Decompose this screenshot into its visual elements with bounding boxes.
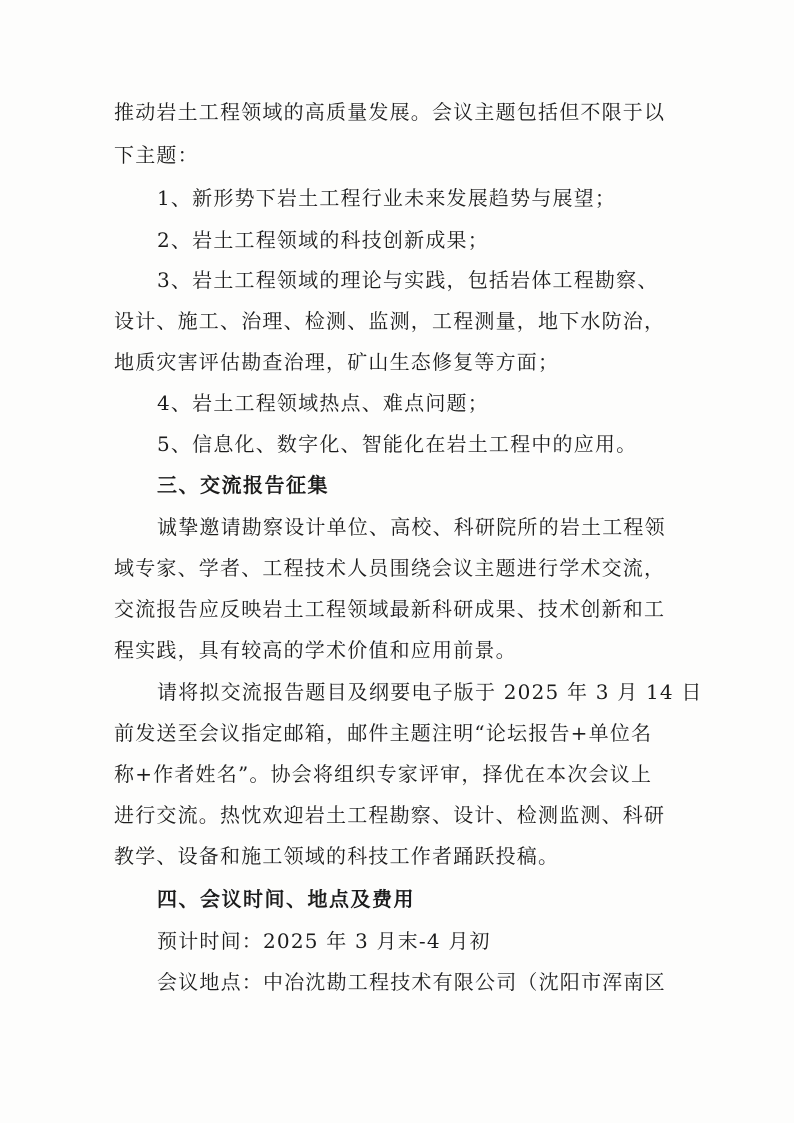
topic-item-1: 1、新形势下岩土工程行业未来发展趋势与展望； xyxy=(157,186,617,210)
section-3-heading: 三、交流报告征集 xyxy=(157,473,329,497)
topic-item-3-line-3: 地质灾害评估勘查治理，矿山生态修复等方面； xyxy=(114,350,560,374)
topic-item-5: 5、信息化、数字化、智能化在岩土工程中的应用。 xyxy=(157,432,638,456)
section-3-para-1-line-2: 域专家、学者、工程技术人员围绕会议主题进行学术交流， xyxy=(114,556,666,580)
section-3-para-1-line-1: 诚挚邀请勘察设计单位、高校、科研院所的岩土工程领 xyxy=(157,515,666,539)
section-3-para-2-line-2: 前发送至会议指定邮箱，邮件主题注明“论坛报告+单位名 xyxy=(114,721,653,745)
section-3-para-2-line-3: 称+作者姓名”。协会将组织专家评审，择优在本次会议上 xyxy=(114,762,653,786)
topic-item-2: 2、岩土工程领域的科技创新成果； xyxy=(157,228,489,252)
meeting-time-line: 预计时间：2025 年 3 月末-4 月初 xyxy=(157,929,491,953)
section-3-para-1-line-3: 交流报告应反映岩土工程领域最新科研成果、技术创新和工 xyxy=(114,597,666,621)
section-3-para-1-line-4: 程实践，具有较高的学术价值和应用前景。 xyxy=(114,638,517,662)
topic-item-3-line-1: 3、岩土工程领域的理论与实践，包括岩体工程勘察、 xyxy=(157,268,659,292)
section-4-heading: 四、会议时间、地点及费用 xyxy=(157,887,415,911)
section-3-para-2-line-5: 教学、设备和施工领域的科技工作者踊跃投稿。 xyxy=(114,844,560,868)
intro-line-2: 下主题： xyxy=(114,143,199,167)
intro-line-1: 推动岩土工程领域的高质量发展。会议主题包括但不限于以 xyxy=(114,100,666,124)
section-3-para-2-line-1: 请将拟交流报告题目及纲要电子版于 2025 年 3 月 14 日 xyxy=(157,680,703,704)
topic-item-4: 4、岩土工程领域热点、难点问题； xyxy=(157,391,489,415)
topic-item-3-line-2: 设计、施工、治理、检测、监测，工程测量，地下水防治， xyxy=(114,309,666,333)
section-3-para-2-line-4: 进行交流。热忱欢迎岩土工程勘察、设计、检测监测、科研 xyxy=(114,803,666,827)
meeting-location-line: 会议地点：中冶沈勘工程技术有限公司（沈阳市浑南区 xyxy=(157,970,666,994)
